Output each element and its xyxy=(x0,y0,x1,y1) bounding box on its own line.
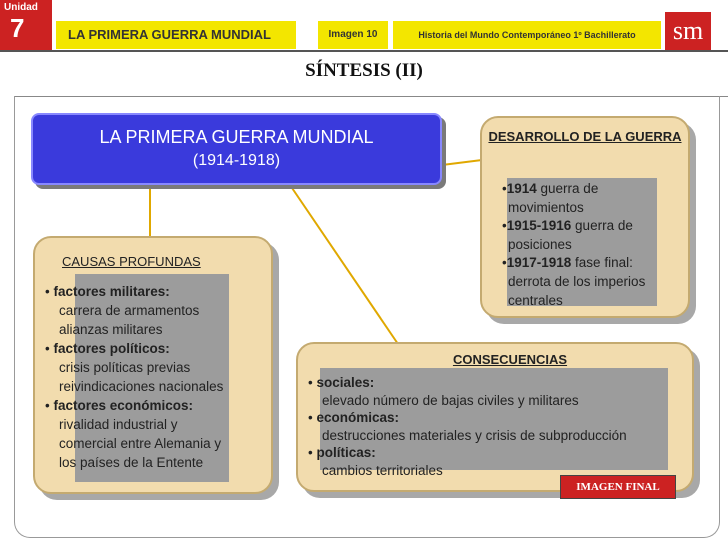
consecuencias-line: cambios territoriales xyxy=(322,462,443,478)
causas-line: rivalidad industrial y xyxy=(59,417,178,432)
desarrollo-item: •1914 guerra de xyxy=(502,181,599,196)
desarrollo-text: guerra de xyxy=(536,181,599,196)
desarrollo-year: 1915-1916 xyxy=(506,218,572,234)
causas-head: factores económicos: xyxy=(53,398,194,413)
causas-line: crisis políticas previas xyxy=(59,360,191,375)
causas-line: carrera de armamentos xyxy=(59,303,200,318)
consecuencias-head: políticas: xyxy=(316,445,376,460)
desarrollo-item: •1917-1918 fase final: xyxy=(502,255,633,271)
consecuencias-item: • sociales: xyxy=(308,375,375,390)
main-topic-box xyxy=(31,113,442,185)
header-title: LA PRIMERA GUERRA MUNDIAL xyxy=(56,21,296,49)
causas-title: CAUSAS PROFUNDAS xyxy=(62,254,201,269)
desarrollo-title: DESARROLLO DE LA GUERRA xyxy=(488,129,682,144)
desarrollo-year: 1914 xyxy=(506,181,537,196)
main-years: (1914-1918) xyxy=(192,152,281,169)
main-title: LA PRIMERA GUERRA MUNDIAL xyxy=(99,127,374,147)
causas-list xyxy=(45,282,273,472)
unit-number: 7 xyxy=(10,13,25,43)
consecuencias-item: • económicas: xyxy=(308,410,400,425)
desarrollo-text: fase final: xyxy=(571,255,633,271)
desarrollo-list xyxy=(502,180,682,310)
consecuencias-line: elevado número de bajas civiles y militares xyxy=(322,392,579,408)
causas-item: • factores militares: xyxy=(45,284,170,299)
causas-item: • factores políticos: xyxy=(45,341,170,356)
causas-line: alianzas militares xyxy=(59,322,163,337)
causas-line: comercial entre Alemania y xyxy=(59,436,222,451)
desarrollo-cont: posiciones xyxy=(508,236,572,252)
consecuencias-item: • políticas: xyxy=(308,445,376,460)
causas-head: factores militares: xyxy=(53,284,170,299)
causas-item: • factores económicos: xyxy=(45,398,194,413)
consecuencias-head: sociales: xyxy=(316,375,375,390)
desarrollo-item: •1915-1916 guerra de xyxy=(502,218,633,234)
consecuencias-head: económicas: xyxy=(316,410,400,425)
header-divider xyxy=(0,50,728,52)
causas-head: factores políticos: xyxy=(53,341,170,356)
unit-label: Unidad xyxy=(4,2,38,13)
desarrollo-text: guerra de xyxy=(571,218,633,234)
sm-logo: sm xyxy=(665,12,711,50)
desarrollo-cont: derrota de los imperios centrales xyxy=(508,273,646,308)
causas-line: reivindicaciones nacionales xyxy=(59,379,224,394)
consecuencias-list xyxy=(308,374,693,479)
desarrollo-year: 1917-1918 xyxy=(506,255,572,271)
unit-badge xyxy=(0,0,52,50)
final-image-button[interactable]: IMAGEN FINAL xyxy=(560,475,676,499)
consecuencias-line: destrucciones materiales y crisis de subproducción xyxy=(322,427,627,443)
consecuencias-title: CONSECUENCIAS xyxy=(452,352,568,367)
page-title: SÍNTESIS (II) xyxy=(305,60,423,81)
causas-line: los países de la Entente xyxy=(59,455,204,470)
desarrollo-cont: movimientos xyxy=(508,199,584,215)
title-bar xyxy=(52,0,308,50)
course-tag: Historia del Mundo Contemporáneo 1º Bachillerato xyxy=(393,21,661,49)
image-tag: Imagen 10 xyxy=(318,21,388,49)
